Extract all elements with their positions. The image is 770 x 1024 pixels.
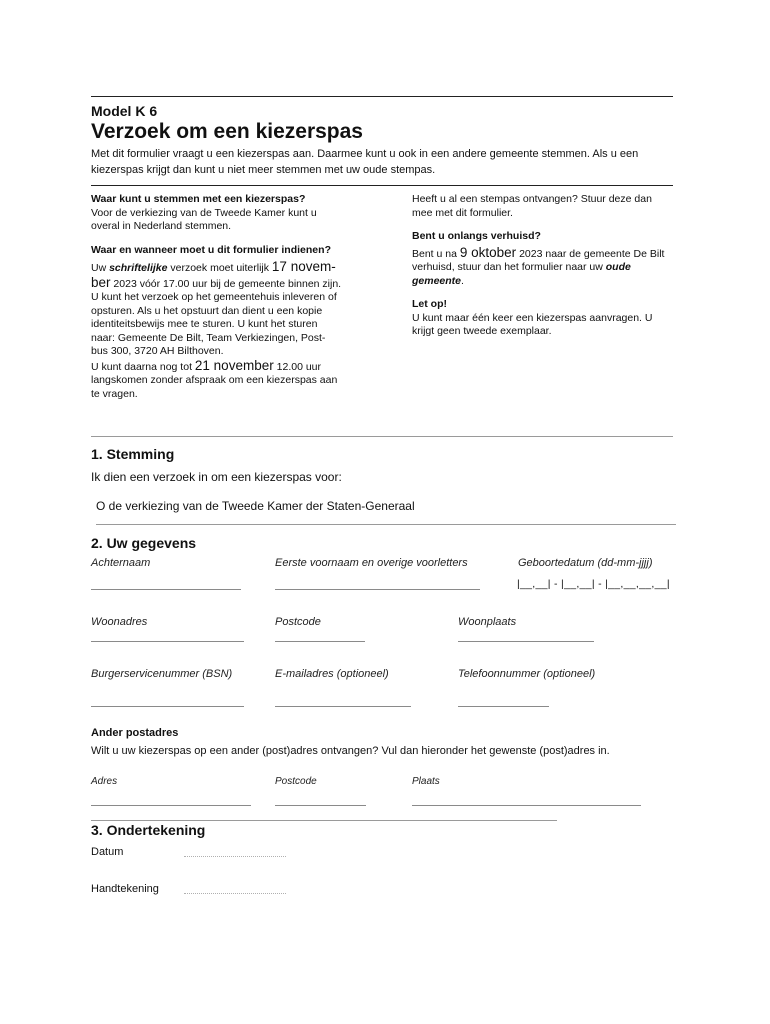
info-right-column: Heeft u al een stempas ontvangen? Stuur deze dan mee met dit formulier. Bent u onlangs verhuisd? Bent u na 9 oktober 2023 naar de gemeente De Bilt verhuisd, stuur dan het formulier naar uw oude gemeente. Let op! U kunt maar één keer een kiezerspas aanvragen. U krijgt geen tweede exemplaar. bbox=[412, 193, 687, 339]
phone-field[interactable] bbox=[458, 706, 549, 707]
section-stemming-title: 1. Stemming bbox=[91, 446, 175, 462]
intro-text: Met dit formulier vraagt u een kiezerspas aan. Daarmee kunt u ook in een andere gemeente stemmen. Als u een kiezerspas krijgt dan kunt u niet meer stemmen met uw oude stempas. bbox=[91, 148, 639, 176]
intro-rule bbox=[91, 185, 673, 186]
bsn-label: Burgerservicenummer (BSN) bbox=[91, 668, 233, 680]
city-label: Woonplaats bbox=[458, 616, 517, 628]
alt-postcode-field[interactable] bbox=[275, 805, 366, 806]
alt-city-label: Plaats bbox=[412, 776, 440, 787]
stemming-prompt: Ik dien een verzoek in om een kiezerspas voor: bbox=[91, 470, 342, 484]
signature-field[interactable] bbox=[184, 893, 286, 894]
alt-address-label: Adres bbox=[91, 776, 118, 787]
alt-address-field[interactable] bbox=[91, 805, 251, 806]
section-divider-3 bbox=[91, 820, 557, 821]
section-divider-2 bbox=[96, 524, 676, 525]
page-title: Verzoek om een kiezerspas bbox=[91, 120, 363, 143]
heading-note: Let op! bbox=[412, 298, 447, 310]
address-field[interactable] bbox=[91, 641, 244, 642]
postcode-label: Postcode bbox=[275, 616, 321, 628]
firstnames-field[interactable] bbox=[275, 589, 480, 590]
section-divider-1 bbox=[91, 436, 673, 437]
alt-postcode-label: Postcode bbox=[275, 776, 317, 787]
heading-where-vote: Waar kunt u stemmen met een kiezerspas? bbox=[91, 193, 306, 205]
date-label: Datum bbox=[91, 846, 124, 858]
section-gegevens-title: 2. Uw gegevens bbox=[91, 535, 197, 551]
city-field[interactable] bbox=[458, 641, 594, 642]
section-ondertekening-title: 3. Ondertekening bbox=[91, 822, 206, 838]
election-option-radio[interactable]: O de verkiezing van de Tweede Kamer der Staten-Generaal bbox=[96, 499, 415, 513]
alt-address-title: Ander postadres bbox=[91, 727, 179, 739]
model-number: Model K 6 bbox=[91, 103, 158, 119]
phone-label: Telefoonnummer (optioneel) bbox=[458, 668, 596, 680]
email-field[interactable] bbox=[275, 706, 411, 707]
address-label: Woonadres bbox=[91, 616, 148, 628]
email-label: E-mailadres (optioneel) bbox=[275, 668, 389, 680]
alt-address-instruction: Wilt u uw kiezerspas op een ander (post)adres ontvangen? Vul dan hieronder het gewenste (post)adres in. bbox=[91, 745, 610, 757]
date-field[interactable] bbox=[184, 856, 286, 857]
heading-moved: Bent u onlangs verhuisd? bbox=[412, 230, 541, 242]
heading-when-submit: Waar en wanneer moet u dit formulier indienen? bbox=[91, 243, 331, 256]
alt-city-field[interactable] bbox=[412, 805, 641, 806]
top-rule bbox=[91, 96, 673, 97]
lastname-field[interactable] bbox=[91, 589, 241, 590]
signature-label: Handtekening bbox=[91, 883, 159, 895]
lastname-label: Achternaam bbox=[91, 557, 151, 569]
firstnames-label: Eerste voornaam en overige voorletters bbox=[275, 557, 468, 569]
birthdate-field[interactable]: |__,__| - |__,__| - |__,__,__,__| bbox=[517, 578, 670, 590]
info-left-column: Waar kunt u stemmen met een kiezerspas? Voor de verkiezing van de Tweede Kamer kunt u overal in Nederland stemmen. Waar en wanneer moet u dit formulier indienen? Uw schriftelijke verzoek moet uiterlijk 17 novem- ber 2023 vóór 17.00 uur bij de gemeente binnen zijn. U kunt het verzoek op het gemeentehuis inleveren of opsturen. Als u het opstuurt dan dient u een kopie identiteitsbewijs mee te sturen. U kunt het sturen naar: Gemeente De Bilt, Team Verkiezingen, Post- bus 300, 3720 AH Bilthoven. U kunt daarna nog tot 21 november 12.00 uur langskomen zonder afspraak om een kiezerspas aan te vragen. bbox=[91, 193, 381, 401]
bsn-field[interactable] bbox=[91, 706, 244, 707]
birthdate-label: Geboortedatum (dd-mm-jjjj) bbox=[518, 557, 653, 569]
postcode-field[interactable] bbox=[275, 641, 365, 642]
